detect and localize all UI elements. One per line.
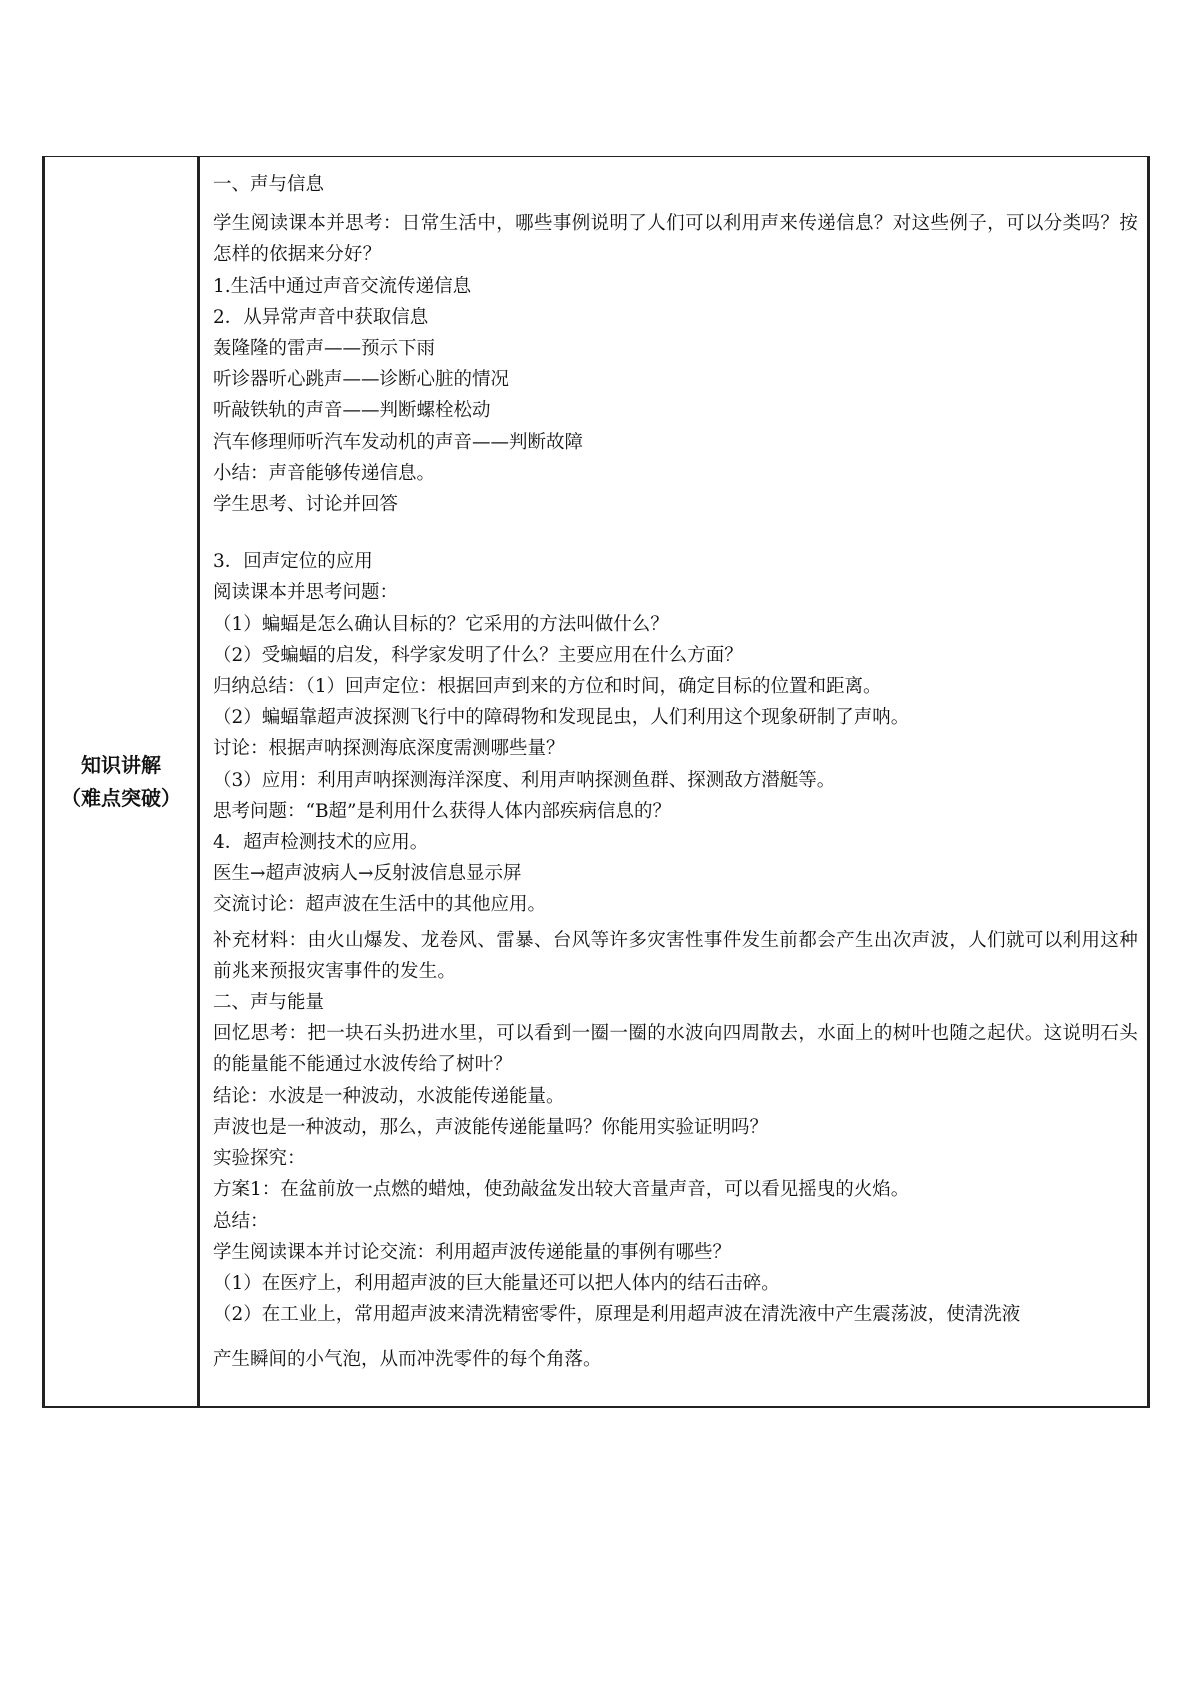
text-line: （3）应用：利用声呐探测海洋深度、利用声呐探测鱼群、探测敌方潜艇等。 [213,769,836,791]
text-line: 思考问题：“B超”是利用什么获得人体内部疾病信息的？ [213,800,672,822]
text-line: 学生思考、讨论并回答 [213,494,399,516]
text-line: （2）蝙蝠靠超声波探测飞行中的障碍物和发现昆虫，人们利用这个现象研制了声呐。 [213,707,910,729]
heading-sound-energy: 二、声与能量 [213,992,325,1014]
text-line: 方案1：在盆前放一点燃的蜡烛，使劲敲盆发出较大音量声音，可以看见摇曳的火焰。 [213,1179,910,1201]
text-line: （2）受蝙蝠的启发，科学家发明了什么？主要应用在什么方面？ [213,644,743,666]
paragraph-reading-question: 学生阅读课本并思考：日常生活中，哪些事例说明了人们可以利用声来传递信息？对这些例子，可以分类吗？按怎样的依据来分好？ [213,213,1138,266]
text-line: 讨论：根据声呐探测海底深度需测哪些量？ [213,738,565,760]
text-line: 实验探究： [213,1148,306,1170]
text-line: 阅读课本并思考问题： [213,582,399,604]
text-line: 医生→超声波病人→反射波信息显示屏 [213,863,522,885]
text-line: 总结： [213,1210,269,1232]
text-line: 结论：水波是一种波动，水波能传递能量。 [213,1085,565,1107]
paragraph-recall-question: 回忆思考：把一块石头扔进水里，可以看到一圈一圈的水波向四周散去，水面上的树叶也随之起伏。这说明石头的能量能不能通过水波传给了树叶？ [213,1023,1138,1076]
content-cell [213,169,1138,1376]
text-line: 4．超声检测技术的应用。 [213,832,429,854]
text-line: （1）在医疗上，利用超声波的巨大能量还可以把人体内的结石击碎。 [213,1272,780,1294]
text-line: 交流讨论：超声波在生活中的其他应用。 [213,894,547,916]
column-divider [197,157,200,1406]
text-line: （1）蝙蝠是怎么确认目标的？它采用的方法叫做什么？ [213,613,669,635]
text-line: 归纳总结：（1）回声定位：根据回声到来的方位和时间，确定目标的位置和距离。 [213,676,882,698]
text-line: 轰隆隆的雷声——预示下雨 [213,338,436,360]
heading-echolocation: 3．回声定位的应用 [213,551,373,573]
text-line: 学生阅读课本并讨论交流：利用超声波传递能量的事例有哪些？ [213,1241,732,1263]
text-line: 汽车修理师听汽车发动机的声音——判断故障 [213,431,584,453]
text-line: 2．从异常声音中获取信息 [213,306,429,328]
section-label-title: 知识讲解 [81,752,161,777]
text-line: 听敲铁轨的声音——判断螺栓松动 [213,400,491,422]
section-label-cell [45,157,197,1406]
lesson-table [42,156,1150,1408]
text-line: 1.生活中通过声音交流传递信息 [213,275,472,297]
section-label-subtitle: （难点突破） [61,785,181,810]
text-line: （2）在工业上，常用超声波来清洗精密零件，原理是利用超声波在清洗液中产生震荡波，使清洗液 [213,1304,1021,1326]
heading-sound-information: 一、声与信息 [213,174,325,195]
text-line: 产生瞬间的小气泡，从而冲洗零件的每个角落。 [213,1349,602,1371]
text-line: 声波也是一种波动，那么，声波能传递能量吗？你能用实验证明吗？ [213,1116,769,1138]
paragraph-supplementary-material: 补充材料：由火山爆发、龙卷风、雷暴、台风等许多灾害性事件发生前都会产生出次声波，人们就可以利用这种前兆来预报灾害事件的发生。 [213,929,1138,982]
text-line: 听诊器听心跳声——诊断心脏的情况 [213,369,510,391]
text-line: 小结：声音能够传递信息。 [213,462,436,484]
